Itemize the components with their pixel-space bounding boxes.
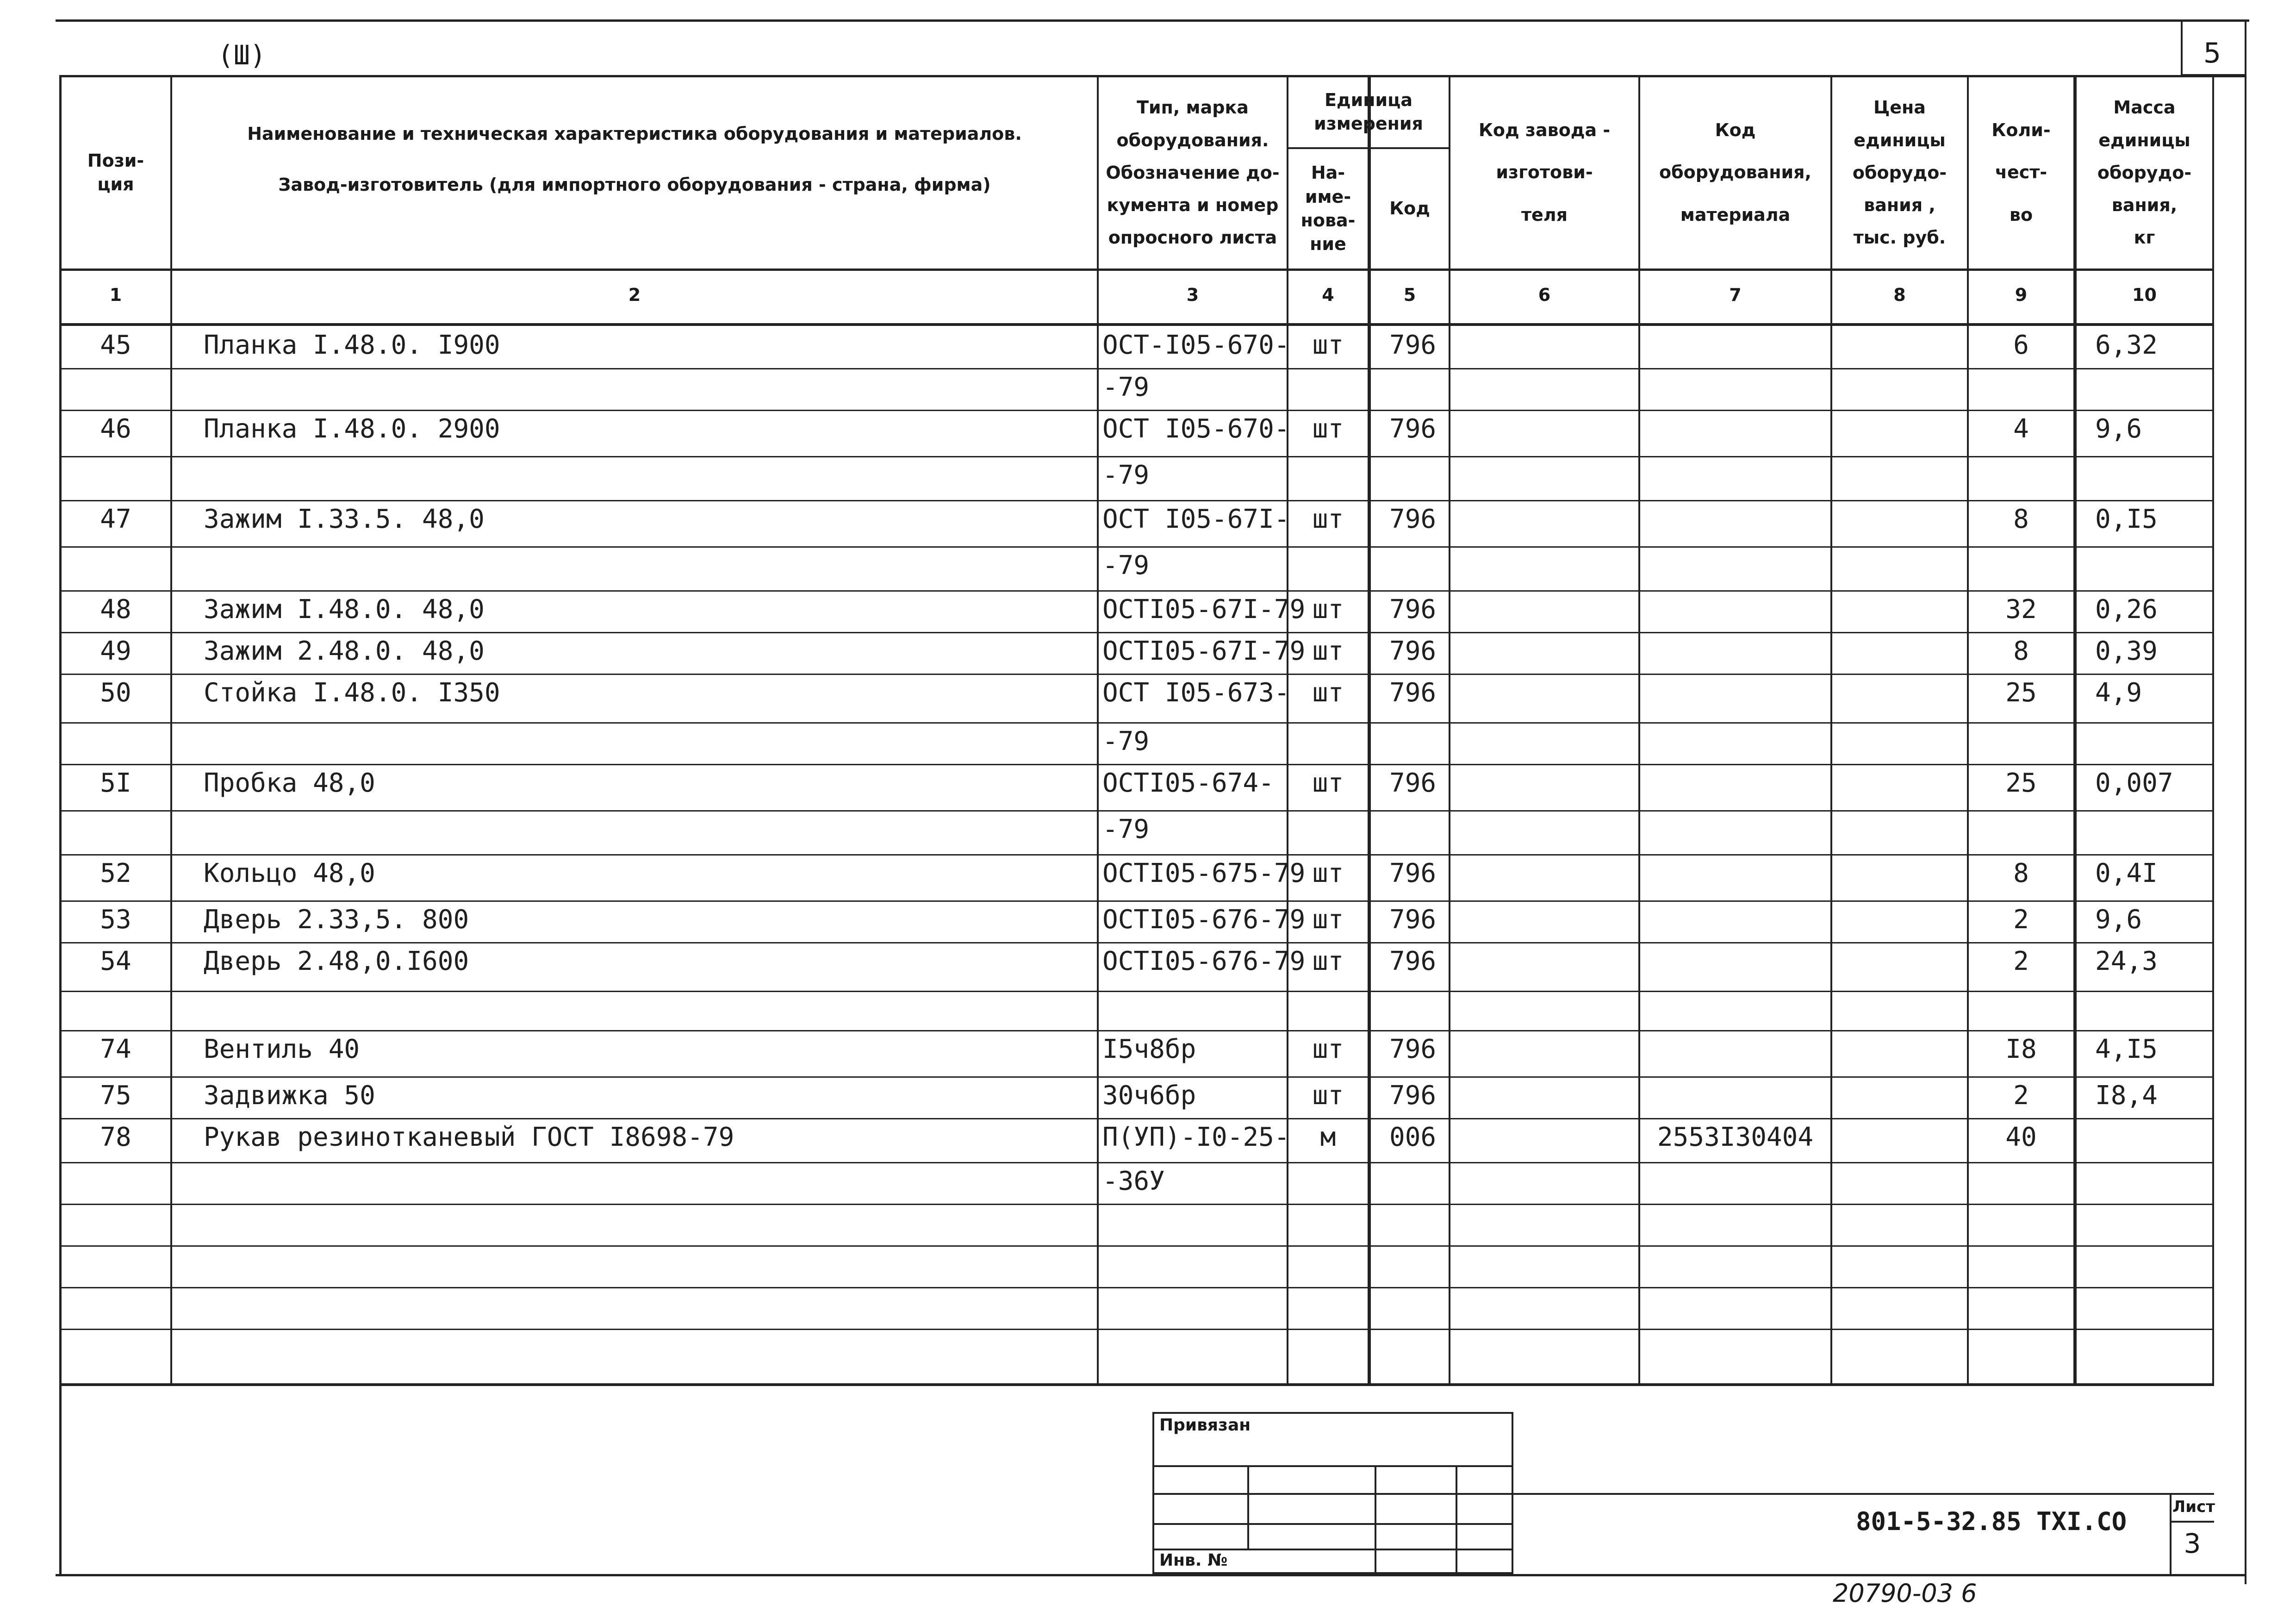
row-cell-unit: м	[1320, 1122, 1336, 1152]
sheet-number: 3	[2184, 1528, 2201, 1559]
colnum-6: 6	[1538, 285, 1551, 305]
bound-col-3	[1456, 1465, 1457, 1574]
row-divider	[59, 900, 2214, 902]
row-cell-code: 796	[1389, 905, 1437, 935]
row-cell-unit: шт	[1312, 504, 1344, 534]
row-cell-pos: 49	[100, 636, 131, 666]
row-divider	[59, 991, 2214, 992]
header-mass: Масса единицы оборудо- вания, кг	[2097, 97, 2192, 248]
row-cell-name: Планка I.48.0. I900	[204, 330, 500, 360]
row-cell-name: Дверь 2.33,5. 800	[204, 905, 469, 935]
row-cell-doc: ОСТI05-675-79	[1102, 858, 1306, 888]
table-left-border	[59, 75, 62, 1385]
bound-row-1	[1152, 1465, 1513, 1467]
row-cell-qty: 8	[2013, 504, 2029, 534]
header-unit-code: Код	[1389, 198, 1430, 219]
row-cell-unit: шт	[1312, 330, 1344, 360]
header-quantity: Коли- чест- во	[1991, 120, 2051, 225]
row-cell-doc: ОСТ I05-673-	[1102, 678, 1290, 708]
row-cell-doc: -79	[1102, 550, 1150, 581]
row-cell-qty: 6	[2013, 330, 2029, 360]
row-cell-unit: шт	[1312, 636, 1344, 666]
row-cell-unit: шт	[1312, 946, 1344, 976]
header-plant-code: Код завода - изготови- теля	[1478, 120, 1611, 225]
row-cell-unit: шт	[1312, 414, 1344, 444]
top-border	[56, 19, 2249, 22]
row-cell-name: Зажим I.33.5. 48,0	[204, 504, 485, 534]
row-cell-mass: 9,6	[2095, 905, 2142, 935]
row-cell-unit: шт	[1312, 905, 1344, 935]
row-cell-qty: 40	[2005, 1122, 2037, 1152]
row-cell-pos: 45	[100, 330, 131, 360]
colnum-10: 10	[2132, 285, 2157, 305]
footer-code: 20790-03 6	[1833, 1579, 1977, 1608]
right-outer-border	[2245, 19, 2246, 1584]
row-cell-doc: 30ч6бр	[1102, 1081, 1196, 1111]
colnum-3: 3	[1186, 285, 1199, 305]
header-bottom-line	[59, 269, 2214, 271]
col-line-8	[1967, 75, 1969, 1385]
stamp-bottom-line	[56, 1574, 2246, 1576]
col-line-9	[2073, 75, 2077, 1385]
row-divider	[59, 1204, 2214, 1205]
row-cell-name: Зажим 2.48.0. 48,0	[204, 636, 485, 666]
row-divider	[59, 590, 2214, 592]
row-cell-mass: 24,3	[2095, 946, 2158, 976]
row-divider	[59, 1245, 2214, 1247]
row-cell-name: Планка I.48.0. 2900	[204, 414, 500, 444]
row-cell-pos: 52	[100, 858, 131, 888]
row-cell-qty: 4	[2013, 414, 2029, 444]
row-cell-pos: 47	[100, 504, 131, 534]
page-number: 5	[2203, 37, 2221, 69]
bound-col-2	[1375, 1465, 1376, 1574]
row-cell-equip: 2553I30404	[1657, 1122, 1814, 1152]
row-cell-qty: 2	[2013, 946, 2029, 976]
row-cell-code: 796	[1389, 1081, 1437, 1111]
header-position: Пози- ция	[87, 150, 144, 194]
colnum-4: 4	[1322, 285, 1334, 305]
row-cell-code: 006	[1389, 1122, 1437, 1152]
header-equip-code: Код оборудования, материала	[1659, 120, 1811, 225]
row-cell-qty: 2	[2013, 1081, 2029, 1111]
row-cell-code: 796	[1389, 414, 1437, 444]
header-unit-group: Единица измерения	[1314, 89, 1423, 134]
row-cell-name: Дверь 2.48,0.I600	[204, 946, 469, 976]
row-cell-name: Пробка 48,0	[204, 768, 375, 798]
row-cell-pos: 53	[100, 905, 131, 935]
row-cell-name: Рукав резинотканевый ГОСТ I8698-79	[204, 1122, 734, 1152]
row-cell-name: Стойка I.48.0. I350	[204, 678, 500, 708]
table-bottom-line	[59, 1383, 2214, 1386]
row-cell-doc: ОСТI05-676-79	[1102, 905, 1306, 935]
page-number-box-left	[2181, 19, 2183, 75]
row-divider	[59, 942, 2214, 943]
row-cell-unit: шт	[1312, 678, 1344, 708]
row-divider	[59, 410, 2214, 411]
row-cell-mass: 4,I5	[2095, 1034, 2158, 1064]
row-divider	[59, 368, 2214, 369]
table-right-border	[2212, 75, 2214, 1385]
row-cell-unit: шт	[1312, 768, 1344, 798]
colnum-5: 5	[1403, 285, 1416, 305]
header-name-line1: Наименование и техническая характеристика оборудования и материалов.	[247, 124, 1022, 144]
header-price: Цена единицы оборудо- вания , тыс. руб.	[1852, 97, 1947, 248]
row-divider	[59, 1329, 2214, 1330]
row-divider	[59, 632, 2214, 633]
row-cell-mass: 9,6	[2095, 414, 2142, 444]
row-cell-name: Вентиль 40	[204, 1034, 360, 1064]
row-divider	[59, 1030, 2214, 1031]
row-cell-code: 796	[1389, 946, 1437, 976]
row-cell-doc: -79	[1102, 460, 1150, 490]
row-cell-code: 796	[1389, 1034, 1437, 1064]
row-cell-mass: 0,26	[2095, 594, 2158, 625]
colnum-9: 9	[2015, 285, 2028, 305]
row-cell-doc: ОСТI05-67I-79	[1102, 636, 1306, 666]
row-divider	[59, 456, 2214, 457]
row-cell-qty: I8	[2005, 1034, 2037, 1064]
bound-col-1	[1247, 1465, 1249, 1549]
row-cell-code: 796	[1389, 504, 1437, 534]
header-name-line2: Завод-изготовитель (для импортного оборудования - страна, фирма)	[278, 175, 991, 195]
bound-row-2	[1152, 1493, 1513, 1495]
row-cell-mass: 0,007	[2095, 768, 2173, 798]
col-line-4	[1368, 75, 1371, 1385]
row-divider	[59, 546, 2214, 548]
row-cell-code: 796	[1389, 858, 1437, 888]
row-divider	[59, 1162, 2214, 1163]
row-cell-doc: -36У	[1102, 1166, 1165, 1196]
row-cell-unit: шт	[1312, 858, 1344, 888]
row-cell-mass: 0,39	[2095, 636, 2158, 666]
bound-row-4	[1152, 1549, 1513, 1550]
row-cell-pos: 46	[100, 414, 131, 444]
row-cell-mass: 0,I5	[2095, 504, 2158, 534]
row-cell-mass: 4,9	[2095, 678, 2142, 708]
row-cell-qty: 2	[2013, 905, 2029, 935]
row-cell-doc: ОСТI05-67I-79	[1102, 594, 1306, 625]
row-divider	[59, 1287, 2214, 1288]
row-divider	[59, 764, 2214, 765]
row-cell-doc: I5ч8бр	[1102, 1034, 1196, 1064]
sheet-label: Лист	[2172, 1498, 2215, 1516]
row-cell-code: 796	[1389, 768, 1437, 798]
row-cell-pos: 50	[100, 678, 131, 708]
col-line-6	[1638, 75, 1640, 1385]
row-cell-qty: 8	[2013, 636, 2029, 666]
row-cell-unit: шт	[1312, 594, 1344, 625]
colnum-7: 7	[1729, 285, 1742, 305]
header-unit-name: На- име- нова- ние	[1300, 162, 1356, 255]
colnum-8: 8	[1893, 285, 1906, 305]
colnum-1: 1	[109, 285, 122, 305]
row-divider	[59, 674, 2214, 675]
col-line-1	[170, 75, 172, 1385]
row-cell-code: 796	[1389, 636, 1437, 666]
col-line-2	[1097, 75, 1099, 1385]
row-cell-pos: 48	[100, 594, 131, 625]
sheet-marker: (Ш)	[218, 39, 266, 71]
row-cell-doc: ОСТI05-676-79	[1102, 946, 1306, 976]
row-cell-doc: ОСТ I05-67I-	[1102, 504, 1290, 534]
colnum-bottom-line	[59, 323, 2214, 326]
row-cell-pos: 5I	[100, 768, 131, 798]
bound-row-3	[1152, 1523, 1513, 1525]
row-cell-doc: -79	[1102, 726, 1150, 756]
row-divider	[59, 854, 2214, 856]
row-cell-qty: 25	[2005, 768, 2037, 798]
sheet-box-divider	[2170, 1521, 2214, 1523]
header-doc: Тип, марка оборудования. Обозначение до- кумента и номер опросного листа	[1106, 97, 1280, 248]
row-cell-doc: -79	[1102, 372, 1150, 402]
row-divider	[59, 500, 2214, 501]
row-cell-doc: -79	[1102, 814, 1150, 844]
row-cell-doc: ОСТ I05-670-	[1102, 414, 1290, 444]
row-cell-mass: 0,4I	[2095, 858, 2158, 888]
row-cell-doc: П(УП)-I0-25-	[1102, 1122, 1290, 1152]
col-line-7	[1830, 75, 1832, 1385]
row-cell-qty: 8	[2013, 858, 2029, 888]
row-cell-pos: 74	[100, 1034, 131, 1064]
row-cell-pos: 54	[100, 946, 131, 976]
row-cell-qty: 32	[2005, 594, 2037, 625]
stamp-left-border	[59, 1385, 62, 1575]
inv-label: Инв. №	[1159, 1551, 1228, 1570]
row-cell-mass: I8,4	[2095, 1081, 2158, 1111]
row-cell-doc: ОСТ-I05-670-	[1102, 330, 1290, 360]
row-cell-qty: 25	[2005, 678, 2037, 708]
row-divider	[59, 1118, 2214, 1119]
col-line-5	[1449, 75, 1450, 1385]
row-cell-mass: 6,32	[2095, 330, 2158, 360]
row-divider	[59, 810, 2214, 812]
row-cell-name: Кольцо 48,0	[204, 858, 375, 888]
row-cell-code: 796	[1389, 678, 1437, 708]
colnum-2: 2	[628, 285, 641, 305]
row-cell-unit: шт	[1312, 1081, 1344, 1111]
bound-label: Привязан	[1159, 1416, 1251, 1435]
row-cell-pos: 78	[100, 1122, 131, 1152]
doc-code: 801-5-32.85 ТХI.СО	[1856, 1507, 2127, 1536]
row-cell-code: 796	[1389, 594, 1437, 625]
row-divider	[59, 1076, 2214, 1078]
row-cell-name: Задвижка 50	[204, 1081, 375, 1111]
row-cell-unit: шт	[1312, 1034, 1344, 1064]
row-divider	[59, 722, 2214, 724]
doc-code-top-line	[1513, 1493, 2214, 1495]
row-cell-code: 796	[1389, 330, 1437, 360]
row-cell-pos: 75	[100, 1081, 131, 1111]
row-cell-doc: ОСТI05-674-	[1102, 768, 1274, 798]
row-cell-name: Зажим I.48.0. 48,0	[204, 594, 485, 625]
